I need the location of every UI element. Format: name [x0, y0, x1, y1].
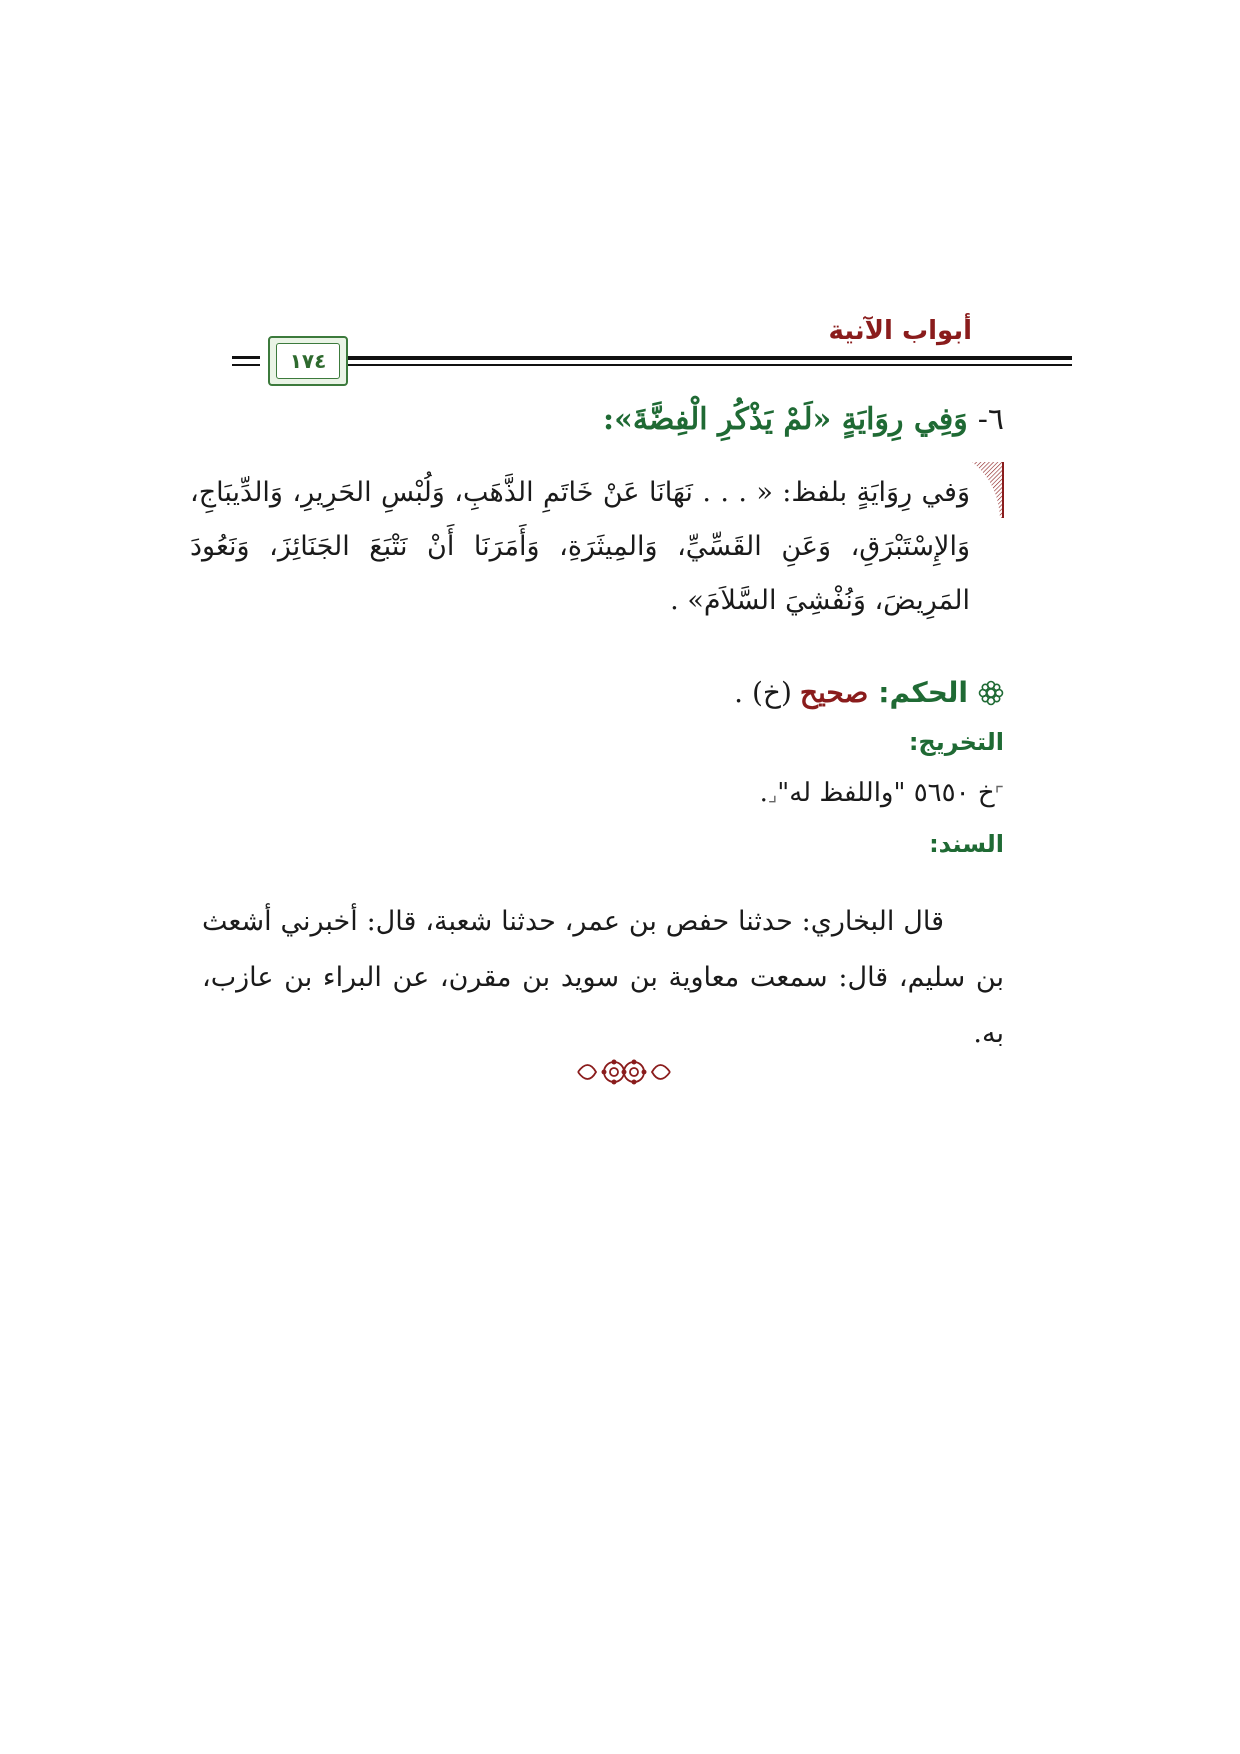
- running-title: أبواب الآنية: [828, 316, 972, 346]
- ruling-suffix: (خ) .: [734, 676, 792, 709]
- sanad-heading: السند:: [929, 830, 1004, 858]
- section-title: وَفِي رِوَايَةٍ «لَمْ يَذْكُرِ الْفِضَّةَ»:: [603, 402, 968, 437]
- page-number-badge: [268, 336, 348, 386]
- flower-icon: [978, 680, 1004, 706]
- header-rule-thin: [268, 364, 1072, 366]
- page-number: ١٧٤: [276, 343, 340, 379]
- takhrij-text: خ ٥٦٥٠ "واللفظ له": [777, 778, 995, 808]
- section-heading: [224, 402, 1004, 437]
- bracket-open-icon: ⌜: [994, 782, 1004, 806]
- header-rule-left-thin: [232, 364, 260, 366]
- section-number: ٦-: [977, 402, 1004, 437]
- bracket-close-icon: ⌟: [767, 782, 778, 806]
- quote-text: وَفي رِوَايَةٍ بلفظ: « . . . نَهَانَا عَنْ خَاتَمِ الذَّهَبِ، وَلُبْسِ الحَرِيرِ، وَالدِّيبَاجِ، وَالإِسْتَبْرَقِ، وَعَنِ القَسِّيِّ، وَالمِيثَرَةِ، وَأَمَرَنَا أَنْ نَتْبَعَ الجَنَائِزَ، وَنَعُودَ المَرِيضَ، وَنُفْشِيَ السَّلاَمَ» .: [190, 477, 970, 616]
- takhrij-end: .: [759, 778, 768, 808]
- takhrij-line: [760, 778, 1004, 808]
- ruling-value: صحيح: [799, 676, 869, 709]
- quote-corner-ornament-icon: [972, 462, 1004, 518]
- ruling-label: الحكم:: [878, 676, 968, 709]
- header-rule-left-thick: [232, 356, 260, 359]
- ruling-line: [734, 676, 1004, 709]
- sanad-text: قال البخاري: حدثنا حفص بن عمر، حدثنا شعبة، قال: أخبرني أشعث بن سليم، قال: سمعت معاوية بن سويد بن مقرن، عن البراء بن عازب، به.: [202, 906, 1004, 1049]
- takhrij-heading: التخريج:: [908, 728, 1004, 756]
- header-rule-thick: [268, 356, 1072, 360]
- floral-ornament-icon: [574, 1052, 674, 1092]
